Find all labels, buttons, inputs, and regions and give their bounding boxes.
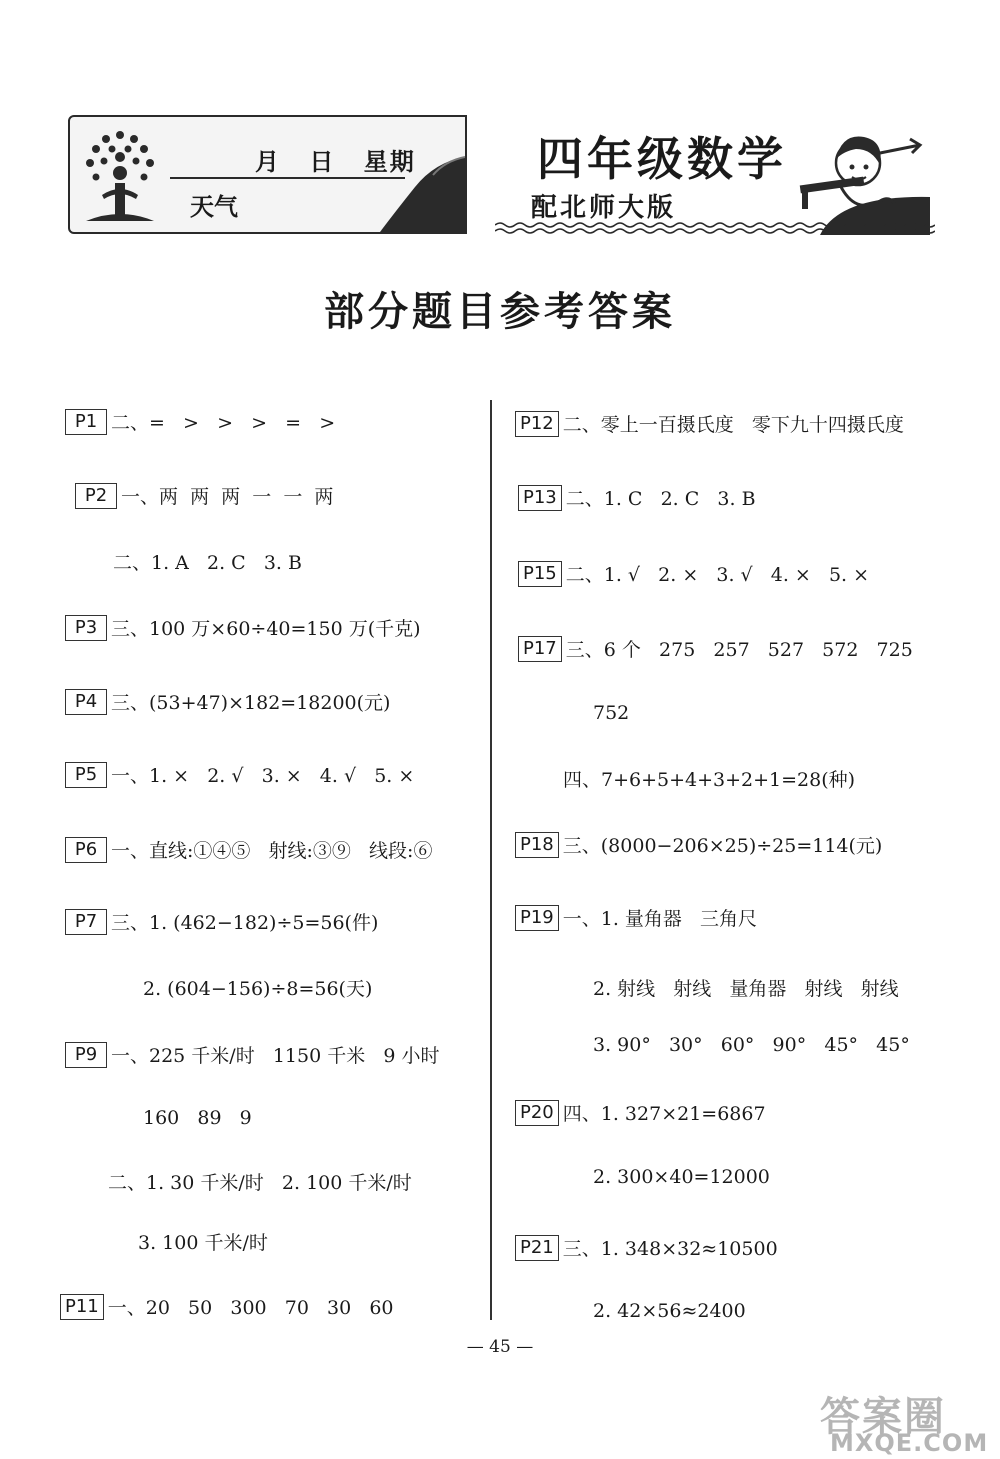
answer-text: 一、20 50 300 70 30 60 — [107, 1297, 394, 1319]
answer-text: 三、1. 348×32≈10500 — [562, 1238, 778, 1260]
answer-row — [65, 908, 378, 935]
answer-row — [515, 831, 882, 858]
answer-text: 三、(53+47)×182=18200(元) — [111, 692, 391, 714]
answer-continuation: 3. 100 千米/时 — [138, 1232, 268, 1254]
answer-row — [515, 1234, 778, 1261]
page-ref-box: P5 — [65, 762, 107, 788]
day-label: 日 — [309, 147, 336, 176]
answer-row — [65, 761, 414, 788]
book-edition: 配北师大版 — [531, 193, 677, 223]
answer-text: 二、1. √ 2. × 3. √ 4. × 5. × — [565, 564, 870, 586]
answer-text: 三、(8000−206×25)÷25=114(元) — [562, 835, 883, 857]
answer-continuation: 2. 42×56≈2400 — [593, 1300, 746, 1322]
answer-row — [518, 560, 869, 587]
answer-row — [515, 1099, 766, 1126]
answer-text: 二、= > > > = > — [111, 412, 336, 434]
weather-label: 天气 — [190, 192, 238, 221]
answer-row — [65, 1041, 439, 1068]
answer-row — [515, 410, 904, 437]
mascot-illustration-icon — [780, 125, 930, 235]
answer-text: 三、6 个 275 257 527 572 725 — [565, 639, 913, 661]
page-ref-box: P1 — [65, 409, 107, 435]
page-heading: 部分题目参考答案 — [324, 289, 676, 335]
answer-row — [518, 635, 913, 662]
page-ref-box: P13 — [518, 485, 562, 511]
answer-continuation: 2. (604−156)÷8=56(天) — [143, 978, 373, 1000]
book-title: 四年级数学 — [537, 132, 787, 186]
watermark-text: 答案圈 — [820, 1394, 946, 1440]
page-ref-box: P11 — [60, 1294, 104, 1320]
answer-row — [65, 688, 390, 715]
wave-divider — [495, 220, 935, 234]
answer-continuation: 3. 90° 30° 60° 90° 45° 45° — [593, 1034, 910, 1056]
answer-continuation: 二、1. 30 千米/时 2. 100 千米/时 — [108, 1172, 412, 1194]
watermark-logo — [820, 1385, 990, 1455]
date-weather-panel — [68, 115, 467, 234]
answer-text: 一、1. 量角器 三角尺 — [562, 908, 758, 930]
answer-continuation: 四、7+6+5+4+3+2+1=28(种) — [563, 769, 856, 791]
answer-continuation: 2. 射线 射线 量角器 射线 射线 — [593, 978, 899, 1000]
page-ref-box: P17 — [518, 636, 562, 662]
answer-row — [65, 836, 432, 863]
page-ref-box: P4 — [65, 689, 107, 715]
page-ref-box: P21 — [515, 1235, 559, 1261]
page-ref-box: P19 — [515, 905, 559, 931]
page-curl-graphic — [375, 117, 465, 232]
page-ref-box: P9 — [65, 1042, 107, 1068]
page-ref-box: P6 — [65, 837, 107, 863]
column-divider — [490, 400, 492, 1320]
page-ref-box: P2 — [75, 483, 117, 509]
answer-row — [65, 614, 421, 641]
page-number: — 45 — — [466, 1337, 534, 1357]
answer-text: 三、100 万×60÷40=150 万(千克) — [111, 618, 421, 640]
answer-text: 三、1. (462−182)÷5=56(件) — [111, 912, 379, 934]
answer-continuation: 2. 300×40=12000 — [593, 1166, 770, 1188]
answer-text: 一、1. × 2. √ 3. × 4. √ 5. × — [111, 765, 415, 787]
page-ref-box: P7 — [65, 909, 107, 935]
answer-text: 二、1. C 2. C 3. B — [565, 488, 756, 510]
answer-text: 四、1. 327×21=6867 — [562, 1103, 766, 1125]
answer-row — [60, 1293, 394, 1320]
page-ref-box: P20 — [515, 1100, 559, 1126]
book-title-banner — [495, 115, 935, 240]
divider-line — [170, 177, 405, 179]
answer-text: 二、零上一百摄氏度 零下九十四摄氏度 — [562, 414, 904, 436]
answer-text: 一、直线:①④⑤ 射线:③⑨ 线段:⑥ — [111, 840, 433, 862]
answer-continuation: 二、1. A 2. C 3. B — [113, 552, 302, 574]
page-ref-box: P12 — [515, 411, 559, 437]
watermark-url: MXQE.COM — [830, 1429, 989, 1457]
page-ref-box: P18 — [515, 832, 559, 858]
answer-row — [75, 482, 333, 509]
page-ref-box: P3 — [65, 615, 107, 641]
answer-continuation: 752 — [593, 702, 630, 724]
tree-logo-icon — [76, 125, 164, 225]
page-ref-box: P15 — [518, 561, 562, 587]
answer-row — [65, 408, 335, 435]
answer-text: 一、两 两 两 一 一 两 — [121, 486, 334, 508]
answer-row — [518, 484, 756, 511]
answer-text: 一、225 千米/时 1150 千米 9 小时 — [111, 1045, 440, 1067]
answer-continuation: 160 89 9 — [143, 1107, 252, 1129]
answer-row — [515, 904, 757, 931]
month-label: 月 — [255, 147, 281, 176]
weekday-label: 星期 — [363, 147, 416, 176]
